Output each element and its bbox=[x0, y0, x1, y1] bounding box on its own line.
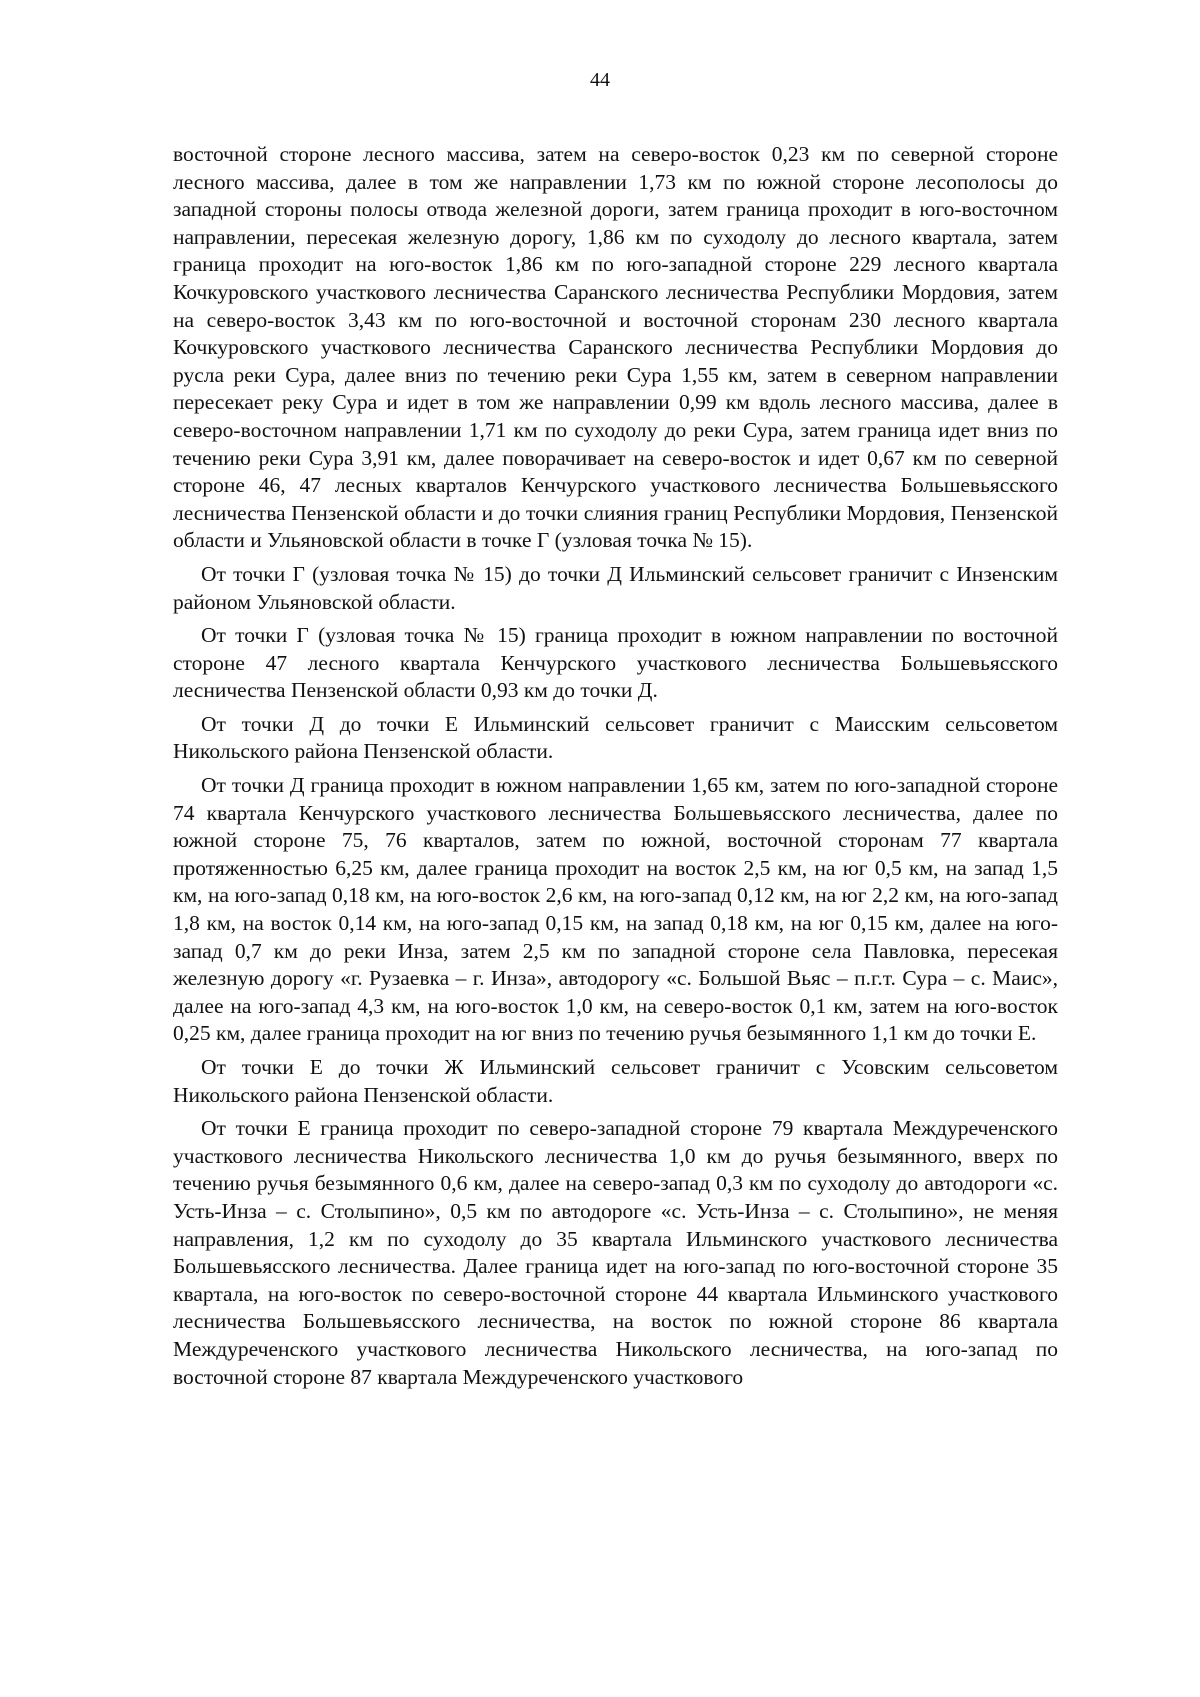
paragraph-border-d-e: От точки Д до точки Е Ильминский сельсовет граничит с Маисским сельсоветом Никольского района Пензенской области. bbox=[173, 711, 1058, 764]
page-number: 44 bbox=[590, 69, 610, 91]
document-body bbox=[173, 141, 1058, 1397]
paragraph-route-g-d: От точки Г (узловая точка № 15) граница проходит в южном направлении по восточной стороне 47 лесного квартала Кенчурского участкового лесничества Большевьясского лесничества Пензенской области 0,93 км до точки Д. bbox=[173, 623, 1058, 703]
paragraph-border-e-zh: От точки Е до точки Ж Ильминский сельсовет граничит с Усовским сельсоветом Никольского района Пензенской области. bbox=[173, 1055, 1058, 1107]
paragraph-border-g-d: От точки Г (узловая точка № 15) до точки Д Ильминский сельсовет граничит с Инзенским районом Ульяновской области. bbox=[173, 561, 1058, 614]
paragraph-continued: восточной стороне лесного массива, затем на северо-восток 0,23 км по северной стороне лесного массива, далее в том же направлении 1,73 км по южной стороне лесополосы до западной стороны полосы отвода железной дороги, затем граница проходит в юго-восточном направлении, пересекая железную дорогу, 1,86 км по суходолу до лесного квартала, затем граница проходит на юго-восток 1,86 км по юго-западной стороне 229 лесного квартала Кочкуровского участкового лесничества Саранского лесничества Республики Мордовия, затем на северо-восток 3,43 км по юго-восточной и восточной сторонам 230 лесного квартала Кочкуровского участкового лесничества Саранского лесничества Республики Мордовия до русла реки Сура, далее вниз по течению реки Сура 1,55 км, затем в северном направлении пересекает реку Сура и идет в том же направлении 0,99 км вдоль лесного массива, далее в северо-восточном направлении 1,71 км по суходолу до реки Сура, затем граница идет вниз по течению реки Сура 3,91 км, далее поворачивает на северо-восток и идет 0,67 км по северной стороне 46, 47 лесных кварталов Кенчурского участкового лесничества Большевьясского лесничества Пензенской области и до точки слияния границ Республики Мордовия, Пензенской области и Ульяновской области в точке Г (узловая точка № 15). bbox=[173, 142, 1058, 553]
paragraph-route-e-zh: От точки Е граница проходит по северо-западной стороне 79 квартала Междуреченского участкового лесничества Никольского лесничества 1,0 км до ручья безымянного, вверх по течению ручья безымянного 0,6 км, далее на северо-запад 0,3 км по суходолу до автодороги «с. Усть-Инза – с. Столыпино», 0,5 км по автодороге «с. Усть-Инза – с. Столыпино», не меняя направления, 1,2 км по суходолу до 35 квартала Ильминского участкового лесничества Большевьясского лесничества. Далее граница идет на юго-запад по юго-восточной стороне 35 квартала, на юго-восток по северо-восточной стороне 44 квартала Ильминского участкового лесничества Большевьясского лесничества, на восток по южной стороне 86 квартала Междуреченского участкового лесничества Никольского лесничества, на юго-запад по восточной стороне 87 квартала Междуреченского участкового bbox=[173, 1116, 1058, 1389]
paragraph-route-d-e: От точки Д граница проходит в южном направлении 1,65 км, затем по юго-западной стороне 74 квартала Кенчурского участкового лесничества Большевьясского лесничества, далее по южной стороне 75, 76 кварталов, затем по южной, восточной сторонам 77 квартала протяженностью 6,25 км, далее граница проходит на восток 2,5 км, на юг 0,5 км, на запад 1,5 км, на юго-запад 0,18 км, на юго-восток 2,6 км, на юго-запад 0,12 км, на юг 2,2 км, на юго-запад 1,8 км, на восток 0,14 км, на юго-запад 0,15 км, на запад 0,18 км, на юг 0,15 км, далее на юго-запад 0,7 км до реки Инза, затем 2,5 км по западной стороне села Павловка, пересекая железную дорогу «г. Рузаевка – г. Инза», автодорогу «с. Большой Вьяс – п.г.т. Сура – с. Маис», далее на юго-запад 4,3 км, на юго-восток 1,0 км, на северо-восток 0,1 км, затем на юго-восток 0,25 км, далее граница проходит на юг вниз по течению ручья безымянного 1,1 км до точки Е. bbox=[173, 773, 1058, 1046]
